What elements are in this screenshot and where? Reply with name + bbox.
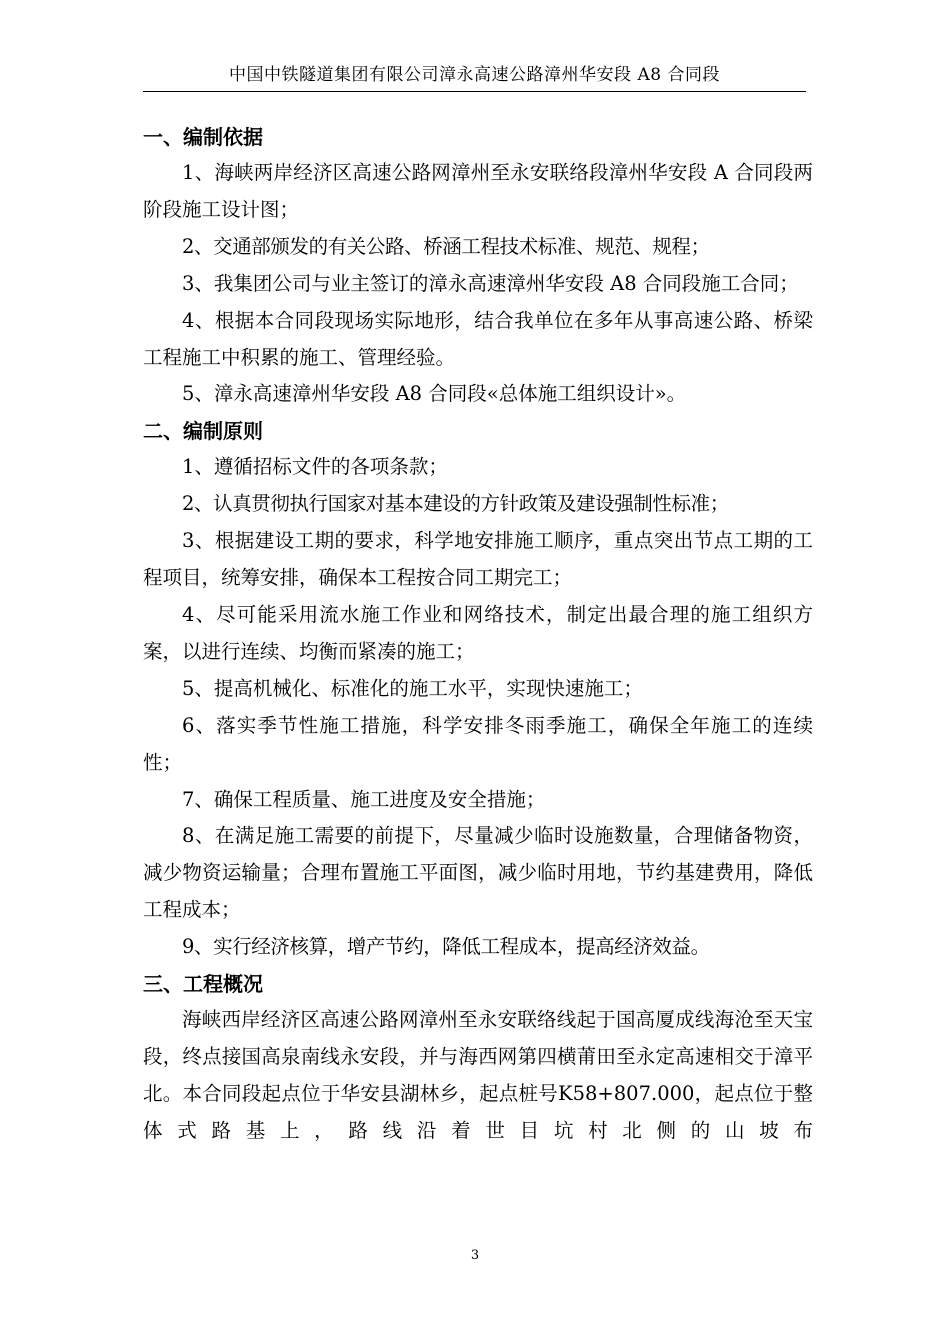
paragraph: 5、漳永高速漳州华安段 A8 合同段«总体施工组织设计»。	[182, 382, 687, 406]
section-heading: 二、编制原则	[143, 419, 263, 444]
paragraph: 3、我集团公司与业主签订的漳永高速漳州华安段 A8 合同段施工合同；	[182, 271, 799, 295]
paragraph: 6、落实季节性施工措施，科学安排冬雨季施工，确保全年施工的连续性；	[143, 713, 813, 774]
section-basis	[143, 119, 813, 413]
paragraph: 5、提高机械化、标准化的施工水平，实现快速施工；	[182, 676, 643, 700]
page-number: 3	[470, 1248, 480, 1263]
section-heading: 三、工程概况	[143, 972, 263, 997]
section-overview	[143, 966, 813, 1150]
header-divider	[143, 91, 806, 92]
section-heading: 一、编制依据	[143, 125, 263, 149]
paragraph: 3、根据建设工期的要求，科学地安排施工顺序，重点突出节点工期的工程项目，统筹安排，确保本工程按合同工期完工；	[143, 529, 813, 590]
paragraph: 8、在满足施工需要的前提下，尽量减少临时设施数量，合理储备物资，减少物资运输量；合理布置施工平面图，减少临时用地，节约基建费用，降低工程成本；	[143, 824, 813, 922]
paragraph: 9、实行经济核算，增产节约，降低工程成本，提高经济效益。	[182, 935, 710, 959]
paragraph: 1、海峡两岸经济区高速公路网漳州至永安联络段漳州华安段 A 合同段两阶段施工设计图；	[143, 161, 813, 221]
paragraph: 7、确保工程质量、施工进度及安全措施；	[182, 787, 546, 811]
paragraph: 2、认真贯彻执行国家对基本建设的方针政策及建设强制性标准；	[182, 492, 729, 516]
section-principles	[143, 413, 813, 966]
paragraph: 2、交通部颁发的有关公路、桥涵工程技术标准、规范、规程；	[182, 234, 710, 258]
paragraph: 4、尽可能采用流水施工作业和网络技术，制定出最合理的施工组织方案，以进行连续、均衡而紧凑的施工；	[143, 602, 813, 663]
paragraph: 4、根据本合同段现场实际地形，结合我单位在多年从事高速公路、桥梁工程施工中积累的施工、管理经验。	[143, 308, 813, 369]
paragraph: 海峡西岸经济区高速公路网漳州至永安联络线起于国高厦成线海沧至天宝段，终点接国高泉南线永安段，并与海西网第四横莆田至永定高速相交于漳平北。本合同段起点位于华安县湖林乡，起点桩号K58+807.000，起点位于整体式路基上，路线沿着世目坑村北侧的山坡布	[143, 1008, 813, 1142]
paragraph: 1、遵循招标文件的各项条款；	[182, 455, 448, 479]
document-body	[143, 119, 813, 1150]
running-header: 中国中铁隧道集团有限公司漳永高速公路漳州华安段 A8 合同段	[229, 65, 720, 85]
